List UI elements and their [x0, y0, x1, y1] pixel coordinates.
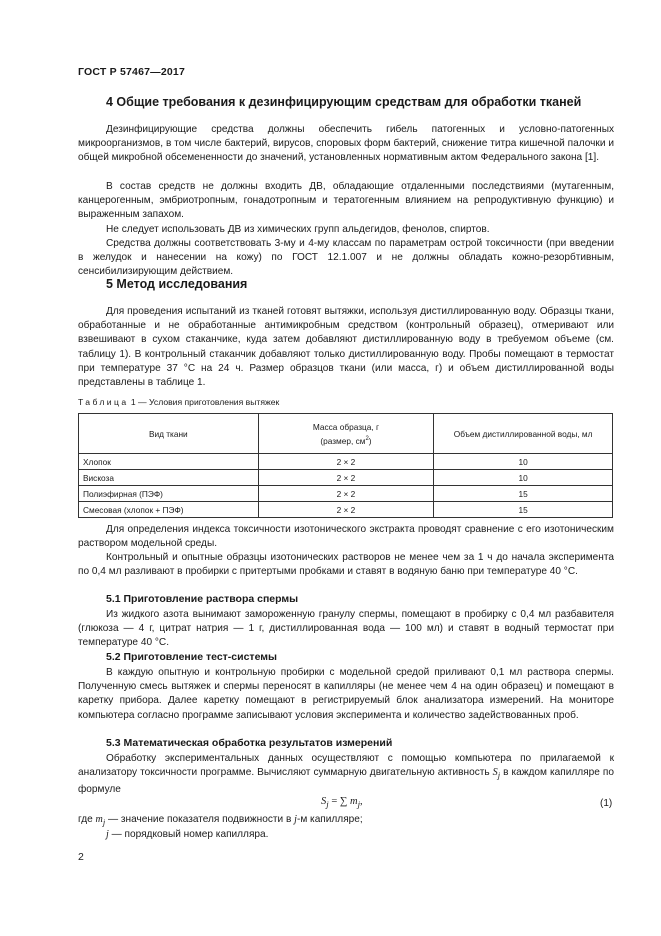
- where-var-j: j: [294, 814, 297, 825]
- formula-sum: = ∑: [328, 796, 350, 807]
- paragraph-text-b: в каждом капилляре по формуле: [78, 767, 614, 796]
- where-line-2: [106, 828, 268, 842]
- cell-volume: 10: [434, 470, 613, 486]
- cell-fabric: Вискоза: [79, 470, 259, 486]
- formula-lhs-sub: j: [326, 799, 329, 810]
- where-text-c: -м капилляре;: [296, 814, 363, 825]
- table-row: [79, 454, 613, 470]
- table-row: [79, 502, 613, 518]
- subsection-5-2-paragraph: В каждую опытную и контрольную пробирки с модельной средой приливают 0,1 мл раствора спермы. Полученную смесь вытяжек и спермы переносят в капилляры (не менее чем 4 на один образец) и помещают в каретку прибора. Далее каретку помещают в регистрируемый блок анализатора измерений. На мониторе компьютера согласно программе записывают условия эксперимента и количество задействованных проб.: [78, 667, 614, 721]
- cell-volume: 15: [434, 502, 613, 518]
- section-4-title: 4 Общие требования к дезинфицирующим средствам для обработки тканей: [106, 95, 582, 109]
- paragraph-text-a: Обработку экспериментальных данных осуществляют с помощью компьютера по прилагаемой к анализатору токсичности программе. Вычисляют суммарную двигательную активность: [78, 753, 614, 779]
- table-1: [78, 413, 613, 518]
- subsection-5-3-paragraph: [78, 752, 614, 798]
- standard-header: ГОСТ Р 57467—2017: [78, 66, 186, 78]
- table-header-row: [79, 414, 613, 454]
- table-row: [79, 486, 613, 502]
- cell-size: 2 × 2: [258, 502, 434, 518]
- where-text-b: — значение показателя подвижности в: [105, 814, 295, 825]
- where-var-j2: j: [106, 829, 109, 840]
- col-header-mass-sup: 2: [365, 435, 369, 442]
- cell-size: 2 × 2: [258, 454, 434, 470]
- formula-1: [321, 796, 363, 809]
- where-var-m-sub: j: [102, 818, 106, 828]
- var-s-sub: j: [497, 771, 501, 781]
- col-header-mass-line2: (размер, см: [320, 435, 366, 446]
- formula-rhs: m: [349, 796, 358, 807]
- subsection-5-1-paragraph: Из жидкого азота вынимают замороженную гранулу спермы, помещают в пробирку с 0,4 мл разбавителя (глюкоза — 4 г, цитрат натрия — 1 г, дистиллированная вода — 100 мл) и ставят в водный термостат при температуре 40 °С.: [78, 609, 614, 649]
- cell-volume: 15: [434, 486, 613, 502]
- section-5-title: 5 Метод исследования: [106, 277, 248, 291]
- var-s: S: [492, 767, 498, 779]
- formula-lhs: S: [321, 796, 327, 807]
- cell-size: 2 × 2: [258, 486, 434, 502]
- where-text-a: где: [78, 814, 96, 825]
- section-4-paragraph-3: Не следует использовать ДВ из химических групп альдегидов, фенолов, спиртов.: [106, 224, 490, 235]
- col-header-mass-line1: Масса образца, г: [312, 421, 380, 432]
- section-5-paragraph-1: Для проведения испытаний из тканей готовят вытяжки, используя дистиллированную воду. Образцы ткани, обработанные и не обработанные антимикробным средством (контрольный образец), отмеривают или взвешивают в сухом стаканчике, куда затем добавляют дистиллированную воду в требуемом объеме (см. таблицу 1). В контрольный стаканчик добавляют только дистиллированную воду. Пробы помещают в термостат при температуре 37 °С на 24 ч. Размер образцов ткани (или масса, г) и объем дистиллированной воды представлены в таблице 1.: [78, 306, 614, 389]
- section-5-paragraph-3: Контрольный и опытные образцы изотонических растворов не менее чем за 1 ч до начала эксперимента по 0,4 мл разливают в пробирки с притертыми пробками и ставят в водяную баню при температуре 40 °С.: [78, 552, 614, 578]
- section-4-paragraph-1: Дезинфицирующие средства должны обеспечить гибель патогенных и условно-патогенных микроорганизмов, в том числе бактерий, вирусов, споровых форм бактерий, снижение титра кишечной палочки и общей микробной обсемененности до значений, установленных нормативным актом Федерального закона [1].: [78, 124, 614, 164]
- section-4-paragraph-4: Средства должны соответствовать 3-му и 4-му классам по параметрам острой токсичности (при введении в желудок и нанесении на кожу) по ГОСТ 12.1.007 и не должны обладать кожно-резорбтивным, сенсибилизирующим действием.: [78, 238, 614, 278]
- cell-fabric: Смесовая (хлопок + ПЭФ): [79, 502, 259, 518]
- table-1-caption: [78, 397, 279, 407]
- col-header-mass-close: ): [368, 435, 372, 446]
- cell-fabric: Полиэфирная (ПЭФ): [79, 486, 259, 502]
- section-4-paragraph-2: В состав средств не должны входить ДВ, обладающие отдаленными последствиями (мутагенным, канцерогенным, эмбриотропным, гонадотропным и тератогенным влиянием на репродуктивную функцию) и выраженным запахом.: [78, 181, 614, 221]
- subsection-5-2-title: 5.2 Приготовление тест-системы: [106, 651, 278, 663]
- section-5-paragraph-2: Для определения индекса токсичности изотонического экстракта проводят сравнение с его изотоническим раствором модельной среды.: [78, 524, 614, 550]
- col-header-volume: Объем дистиллированной воды, мл: [434, 414, 613, 454]
- where-text-d: — порядковый номер капилляра.: [108, 829, 269, 840]
- where-var-m: m: [95, 814, 103, 825]
- table-caption-text: 1 — Условия приготовления вытяжек: [128, 397, 280, 407]
- table-row: [79, 470, 613, 486]
- page-number: 2: [78, 851, 84, 863]
- equation-number: (1): [600, 798, 613, 809]
- subsection-5-3-title: 5.3 Математическая обработка результатов измерений: [106, 737, 393, 749]
- col-header-mass: [258, 414, 434, 454]
- subsection-5-1-title: 5.1 Приготовление раствора спермы: [106, 593, 299, 605]
- table-caption-label: Таблица: [78, 397, 129, 407]
- formula-end: ,: [360, 796, 363, 807]
- cell-fabric: Хлопок: [79, 454, 259, 470]
- cell-size: 2 × 2: [258, 470, 434, 486]
- col-header-fabric: Вид ткани: [79, 414, 259, 454]
- formula-rhs-sub: j: [357, 799, 361, 810]
- cell-volume: 10: [434, 454, 613, 470]
